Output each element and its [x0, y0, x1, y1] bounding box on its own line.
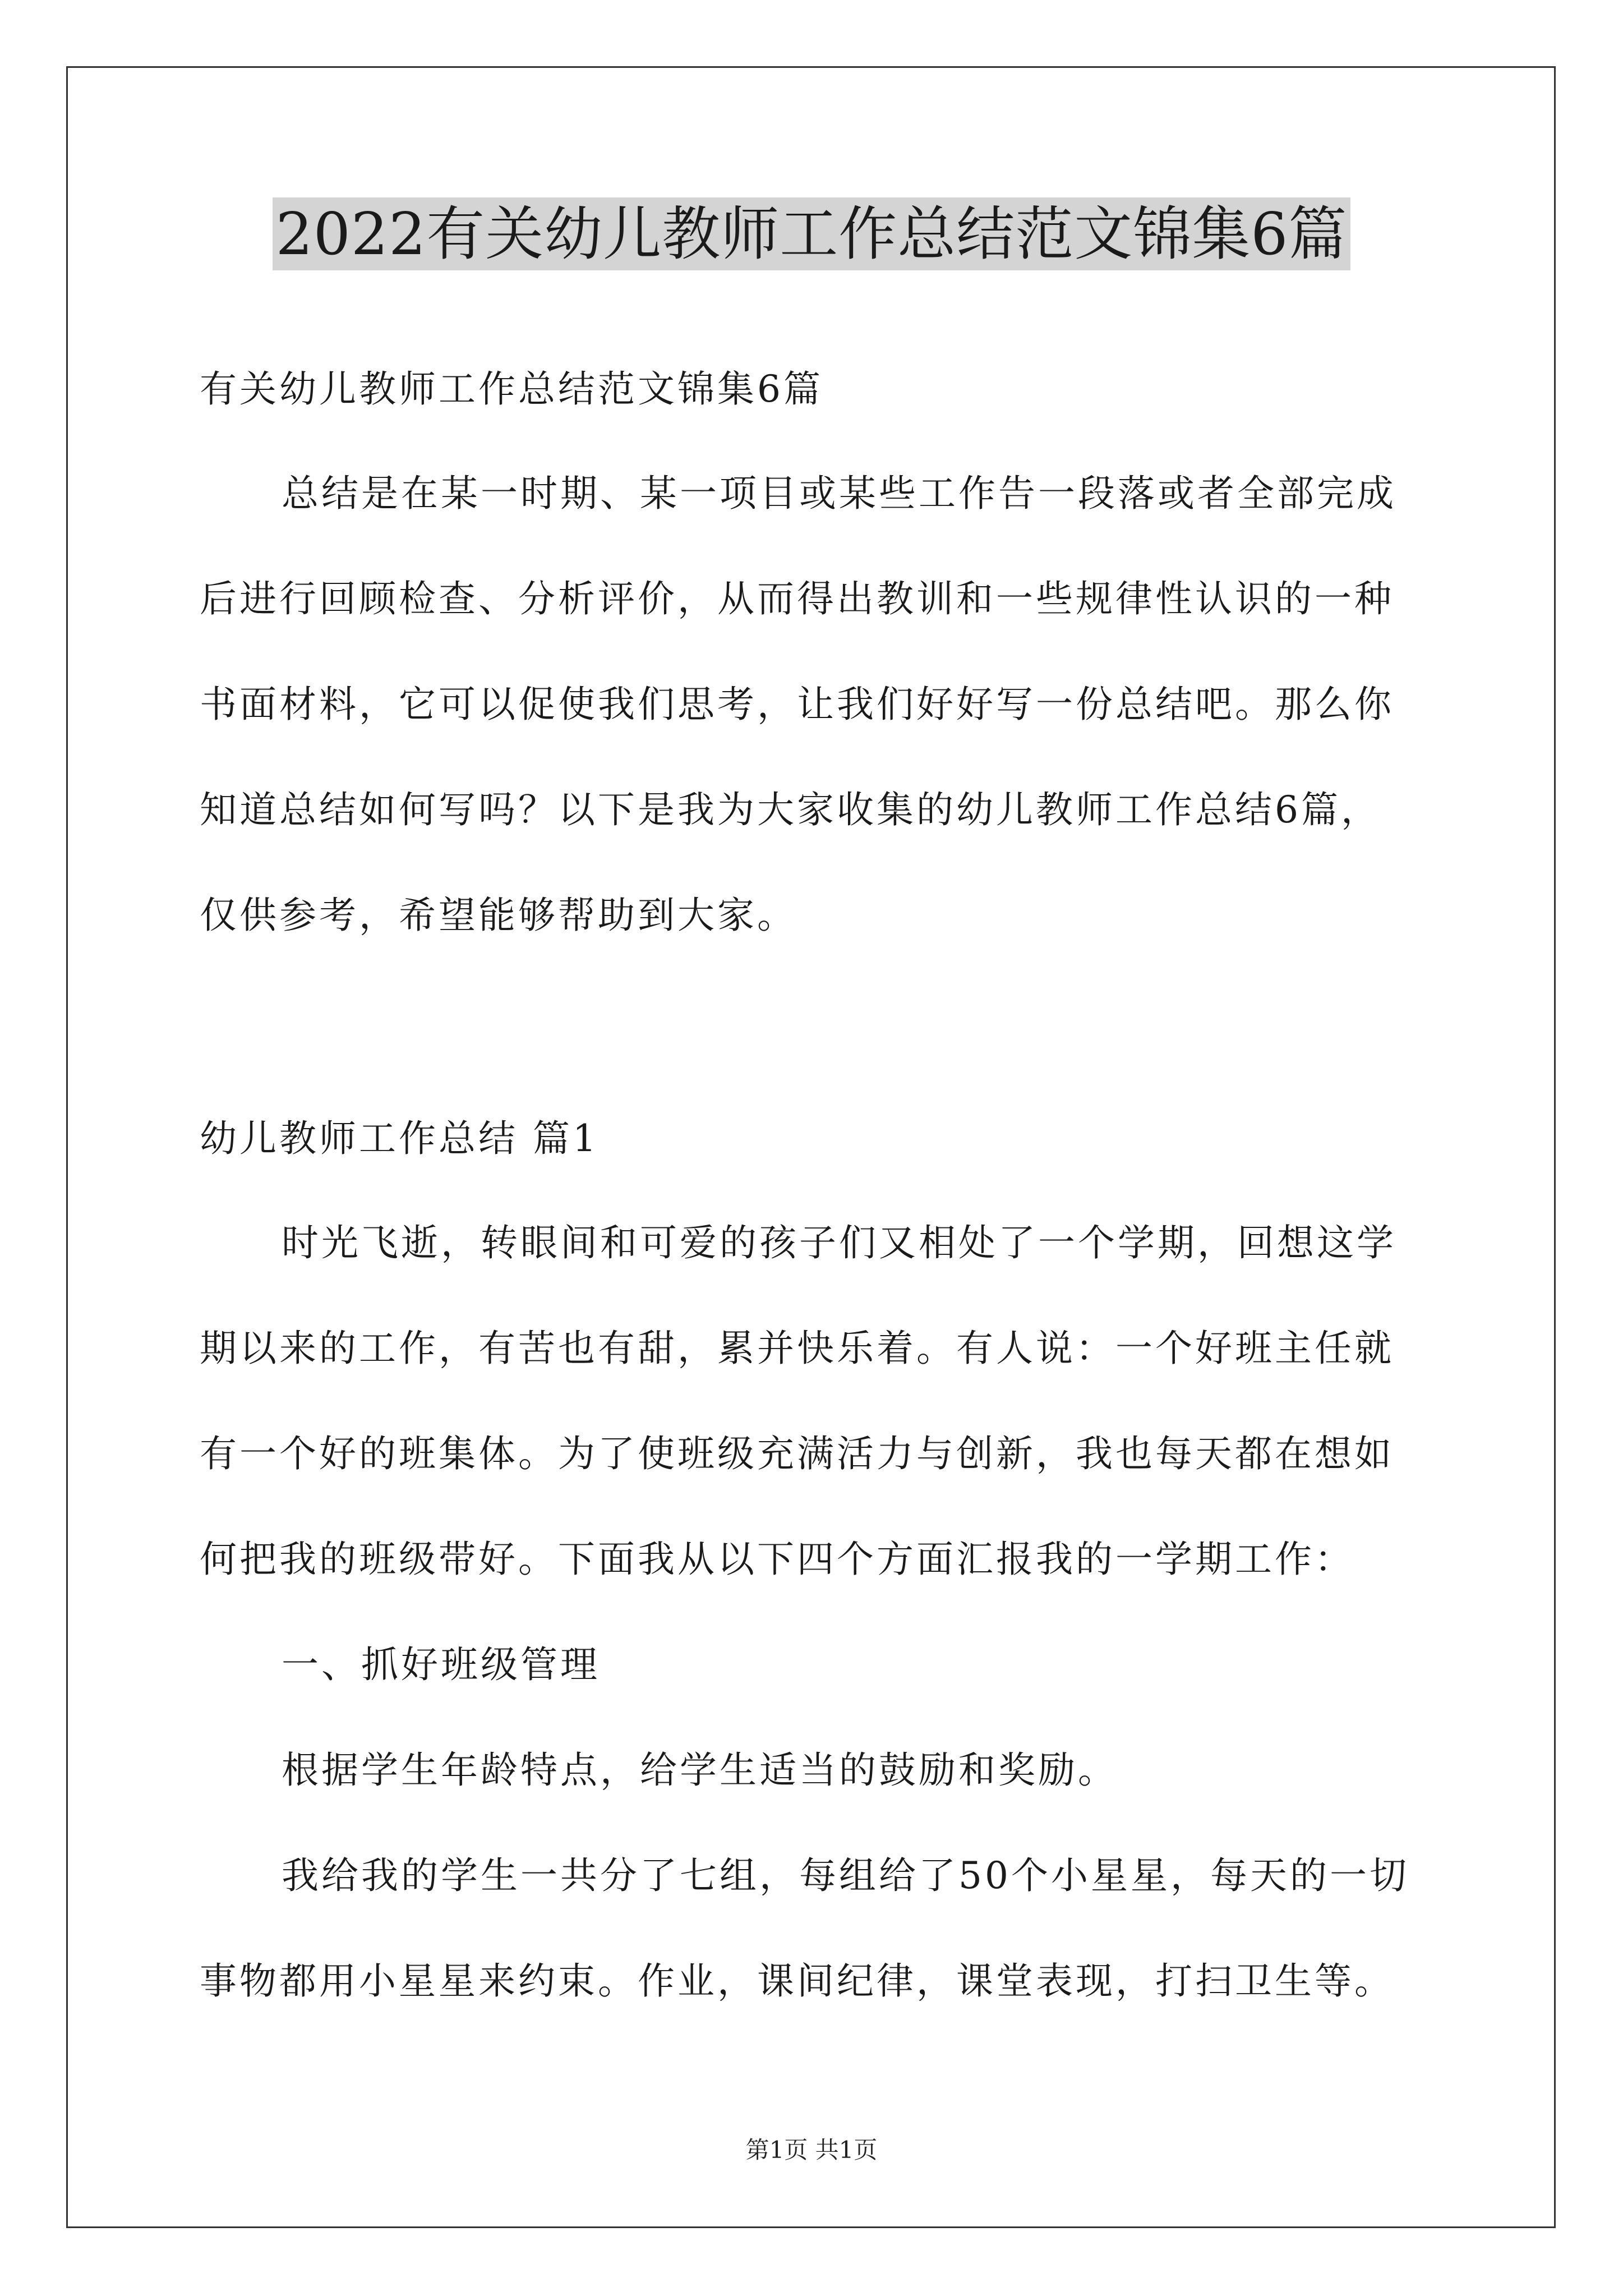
section-heading: 幼儿教师工作总结 篇1 [200, 1117, 599, 1160]
document-title: 2022有关幼儿教师工作总结范文锦集6篇 [273, 197, 1351, 270]
section-para-line-1: 时光飞逝，转眼间和可爱的孩子们又相处了一个学期，回想这学 [282, 1221, 1396, 1264]
section-para-line-3: 有一个好的班集体。为了使班级充满活力与创新，我也每天都在想如 [200, 1432, 1394, 1475]
intro-line-3: 书面材料，它可以促使我们思考，让我们好好写一份总结吧。那么你 [200, 683, 1394, 726]
intro-line-1: 总结是在某一时期、某一项目或某些工作告一段落或者全部完成 [282, 472, 1396, 515]
item-one-heading: 一、抓好班级管理 [282, 1643, 600, 1686]
stars-para-line-2: 事物都用小星星来约束。作业，课间纪律，课堂表现，打扫卫生等。 [200, 1959, 1394, 2003]
section-para-line-2: 期以来的工作，有苦也有甜，累并快乐着。有人说：一个好班主任就 [200, 1327, 1394, 1370]
intro-line-5: 仅供参考，希望能够帮助到大家。 [200, 894, 797, 937]
intro-line-4: 知道总结如何写吗？以下是我为大家收集的幼儿教师工作总结6篇， [200, 788, 1381, 831]
intro-line-2: 后进行回顾检查、分析评价，从而得出教训和一些规律性认识的一种 [200, 577, 1394, 620]
document-title-container [0, 197, 1623, 270]
document-subtitle: 有关幼儿教师工作总结范文锦集6篇 [200, 367, 823, 411]
stars-para-line-1: 我给我的学生一共分了七组，每组给了50个小星星，每天的一切 [282, 1854, 1409, 1897]
item-one-paragraph: 根据学生年龄特点，给学生适当的鼓励和奖励。 [282, 1749, 1118, 1792]
section-para-line-4: 何把我的班级带好。下面我从以下四个方面汇报我的一学期工作： [200, 1538, 1354, 1581]
page-footer: 第1页 共1页 [745, 2136, 878, 2164]
